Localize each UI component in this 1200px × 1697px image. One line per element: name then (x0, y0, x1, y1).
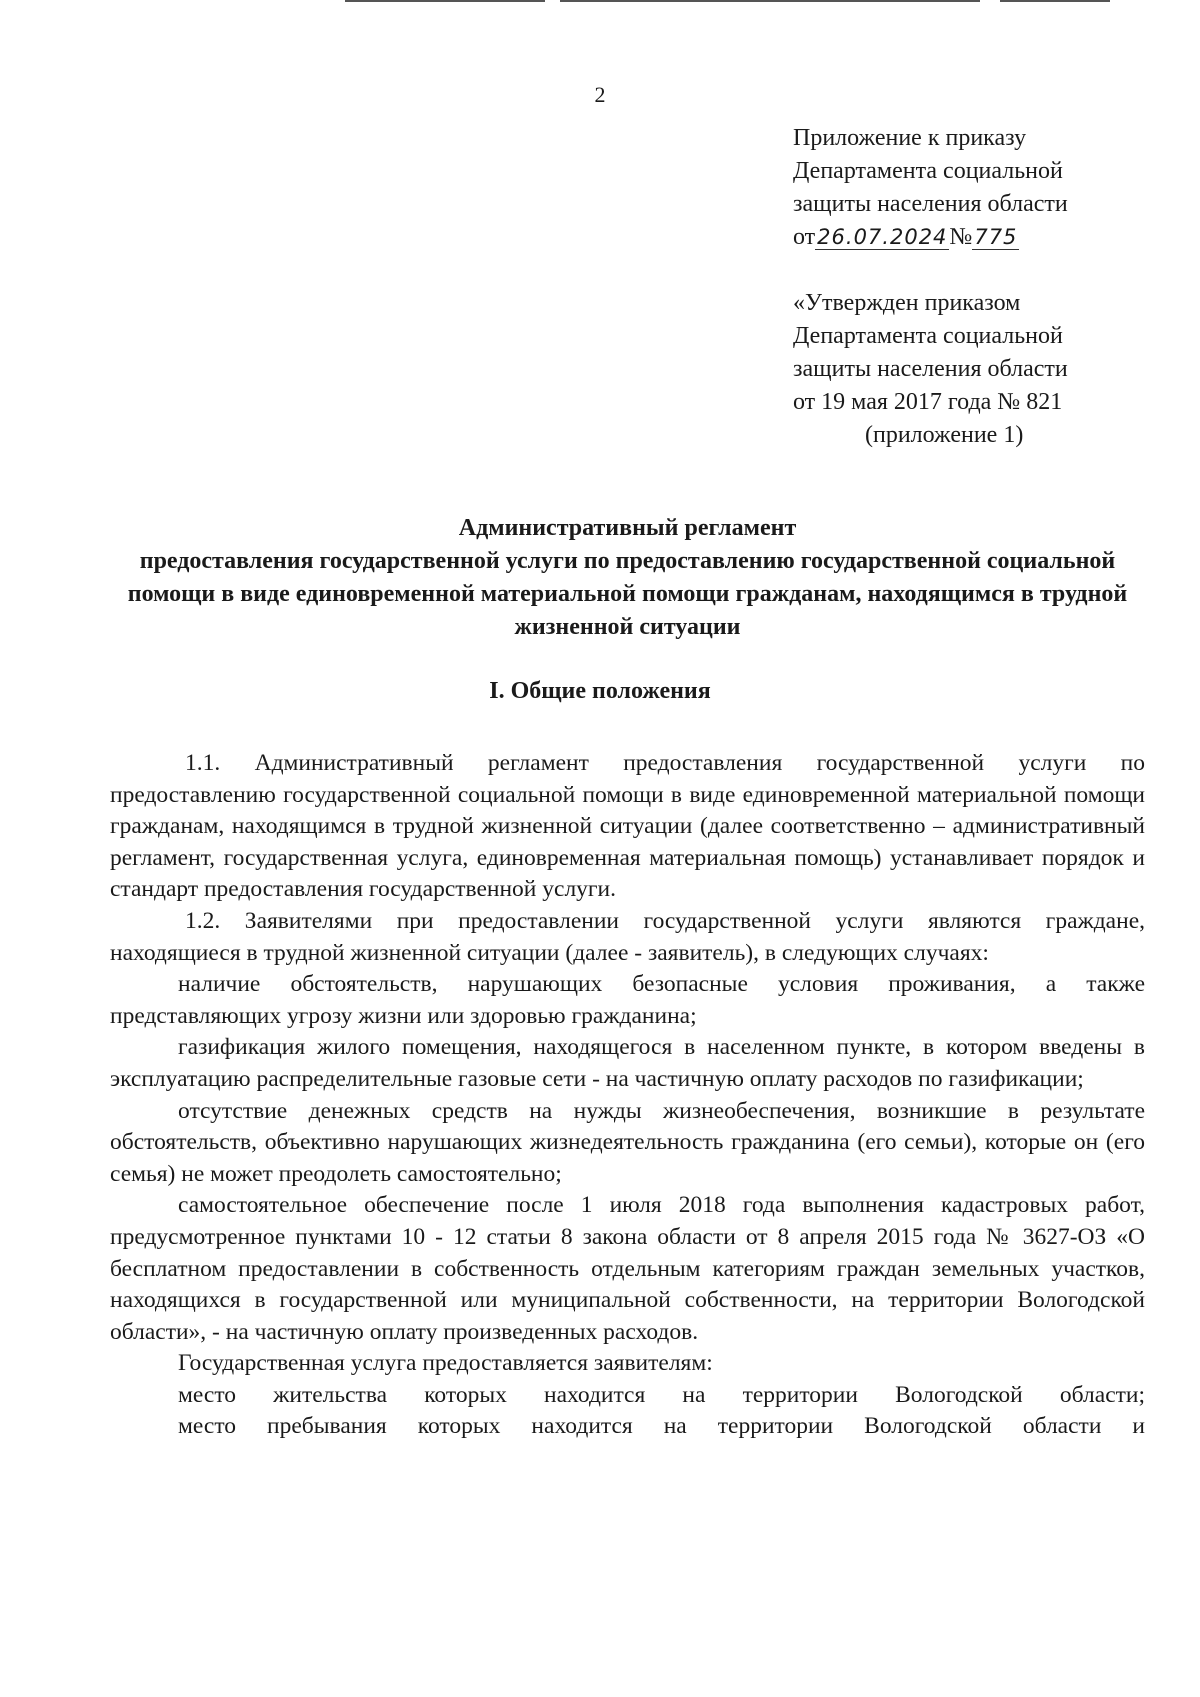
paragraph: место жительства которых находится на территории Вологодской области; (178, 1381, 1145, 1408)
paragraph: Государственная услуга предоставляется заявителям: (178, 1350, 713, 1377)
title-line-2: предоставления государственной услуги по предоставлению государственной социальной помощи в виде единовременной материальной помощи гражданам, находящимся в трудной жизненной ситуации (127, 548, 1128, 640)
number-prefix: № (949, 224, 973, 250)
top-rule (345, 0, 545, 2)
title-line-1: Административный регламент (458, 515, 797, 541)
paragraph: 1.2. Заявителями при предоставлении государственной услуги являются граждане, находящиеся в трудной жизненной ситуации (далее - заявитель), в следующих случаях: (110, 907, 1145, 966)
approval-line: защиты населения области (793, 191, 1068, 217)
approved-line: защиты населения области (793, 356, 1068, 382)
approval-line: Приложение к приказу (793, 125, 1027, 151)
approval-date-line (793, 221, 1068, 254)
approved-line: «Утвержден приказом (793, 290, 1021, 316)
section-heading: I. Общие положения (489, 678, 711, 704)
paragraph: наличие обстоятельств, нарушающих безопасные условия проживания, а также представляющих угрозу жизни или здоровью гражданина; (110, 971, 1145, 1029)
document-title (110, 512, 1145, 644)
approved-line: Департамента социальной (793, 323, 1063, 349)
paragraph: самостоятельное обеспечение после 1 июля 2018 года выполнения кадастровых работ, предусмотренное пунктами 10 - 12 статьи 8 закона области от 8 апреля 2015 года № 3627-ОЗ «О бесплатном предоставлении в собственность отдельным категориям граждан земельных участков, находящихся в государственной или муниципальной собственности, на территории Вологодской области», - на частичную оплату произведенных расходов. (110, 1192, 1145, 1345)
approval-line: Департамента социальной (793, 158, 1063, 184)
annex-note: (приложение 1) (865, 422, 1024, 448)
approved-line: от 19 мая 2017 года № 821 (793, 389, 1063, 415)
approval-block (793, 122, 1068, 254)
body-text (110, 748, 1145, 1443)
approved-by-block (793, 287, 1068, 452)
date-prefix: от (793, 224, 816, 250)
paragraph: отсутствие денежных средств на нужды жизнеобеспечения, возникшие в результате обстоятельств, объективно нарушающих жизнедеятельность гражданина (его семьи), которые он (его семья) не может преодолеть самостоятельно; (110, 1097, 1145, 1187)
page-number: 2 (594, 82, 606, 107)
paragraph: газификация жилого помещения, находящегося в населенном пункте, в котором введены в эксплуатацию распределительные газовые сети - на частичную оплату расходов по газификации; (110, 1034, 1145, 1092)
handwritten-number: 775 (974, 225, 1018, 249)
handwritten-date: 26.07.2024 (817, 225, 948, 249)
top-rule (560, 0, 980, 2)
paragraph: 1.1. Административный регламент предоставления государственной услуги по предоставлению государственной социальной помощи в виде единовременной материальной помощи гражданам, находящимся в трудной жизненной ситуации (далее соответственно – административный регламент, государственная услуга, единовременная материальная помощь) устанавливает порядок и стандарт предоставления государственной услуги. (110, 750, 1145, 903)
top-rule (1000, 0, 1110, 2)
paragraph: место пребывания которых находится на территории Вологодской области и (178, 1413, 1145, 1440)
